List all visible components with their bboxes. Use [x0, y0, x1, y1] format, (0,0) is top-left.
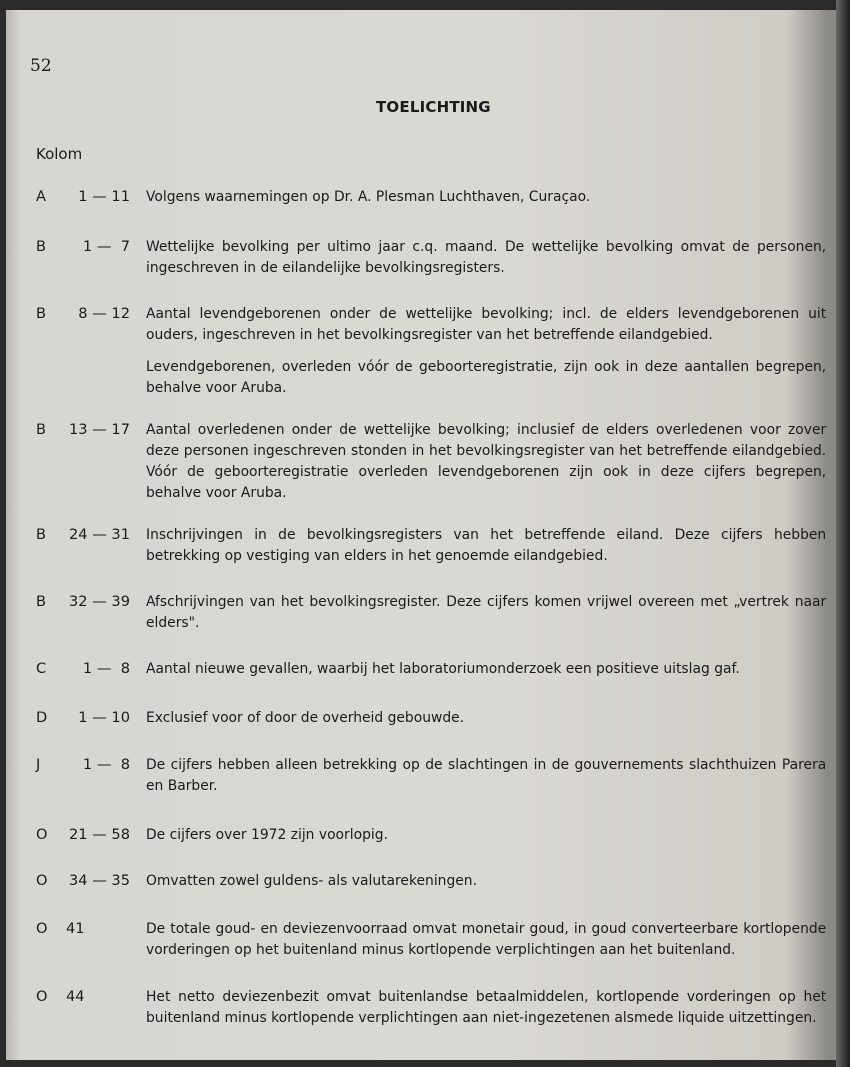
note-range: 8 — 12 [78, 305, 130, 322]
note-text: Volgens waarnemingen op Dr. A. Plesman Luchthaven, Curaçao. [146, 188, 591, 205]
note-range: 1 — 10 [78, 709, 130, 726]
note-text: Afschrijvingen van het bevolkingsregister. Deze cijfers komen vrijwel overeen met „vertrek naar elders". [146, 593, 827, 631]
note-range: 1 — 7 [82, 238, 130, 255]
document-page [6, 10, 836, 1060]
note-range: 13 — 17 [68, 421, 130, 438]
note-section: J [36, 756, 41, 773]
note-range: 1 — 8 [82, 660, 130, 677]
note-range: 44 [66, 988, 85, 1005]
note-section: B [36, 238, 47, 255]
note-text: Levendgeborenen, overleden vóór de geboorteregistratie, zijn ook in deze aantallen begrepen, behalve voor Aruba. [146, 358, 827, 396]
note-text: Aantal levendgeborenen onder de wettelijke bevolking; incl. de elders levendgeborenen uit ouders, ingeschreven in het bevolkingsregister van het betreffende eilandgebied. [146, 305, 827, 343]
note-section: O [36, 920, 48, 937]
page-edge-shadow [836, 0, 850, 1067]
note-text: Inschrijvingen in de bevolkingsregisters van het betreffende eiland. Deze cijfers hebben betrekking op vestiging van elders in het genoemde eilandgebied. [146, 526, 827, 564]
note-section: O [36, 872, 48, 889]
note-text: Aantal overledenen onder de wettelijke bevolking; inclusief de elders overledenen voor zover deze personen ingeschreven stonden in het bevolkingsregister van het betreffende eilandgebied. Vóór de geboorteregistratie overleden levendgeborenen zijn ook in deze cijfers begrepen, behalve voor Aruba. [146, 421, 827, 501]
note-text: Aantal nieuwe gevallen, waarbij het laboratoriumonderzoek een positieve uitslag gaf. [146, 660, 740, 677]
note-section: O [36, 988, 48, 1005]
note-section: A [36, 188, 46, 205]
note-section: O [36, 826, 48, 843]
note-text: Exclusief voor of door de overheid gebouwde. [146, 709, 465, 726]
note-range: 32 — 39 [68, 593, 130, 610]
note-range: 1 — 11 [78, 188, 130, 205]
note-text: De totale goud- en deviezenvoorraad omvat monetair goud, in goud converteerbare kortlopende vorderingen op het buitenland minus kortlopende verplichtingen aan het buitenland. [146, 920, 827, 958]
note-text: De cijfers over 1972 zijn voorlopig. [146, 826, 388, 843]
note-section: D [36, 709, 48, 726]
note-section: C [36, 660, 47, 677]
note-range: 21 — 58 [68, 826, 130, 843]
note-section: B [36, 526, 47, 543]
note-text: Wettelijke bevolking per ultimo jaar c.q. maand. De wettelijke bevolking omvat de personen, ingeschreven in de eilandelijke bevolkingsregisters. [146, 238, 827, 276]
page-number: 52 [30, 56, 52, 76]
note-range: 1 — 8 [82, 756, 130, 773]
note-text: Het netto deviezenbezit omvat buitenlandse betaalmiddelen, kortlopende vorderingen op het buitenland minus kortlopende verplichtingen aan niet-ingezetenen alsmede liquide uitzettingen. [146, 988, 827, 1026]
page-title: TOELICHTING [376, 98, 491, 116]
note-section: B [36, 593, 47, 610]
note-text: De cijfers hebben alleen betrekking op de slachtingen in de gouvernements slachthuizen Parera en Barber. [146, 756, 827, 794]
note-text: Omvatten zowel guldens- als valutarekeningen. [146, 872, 477, 889]
note-range: 34 — 35 [68, 872, 130, 889]
note-range: 41 [66, 920, 85, 937]
column-header: Kolom [36, 145, 83, 163]
note-range: 24 — 31 [68, 526, 130, 543]
note-section: B [36, 305, 47, 322]
note-section: B [36, 421, 47, 438]
